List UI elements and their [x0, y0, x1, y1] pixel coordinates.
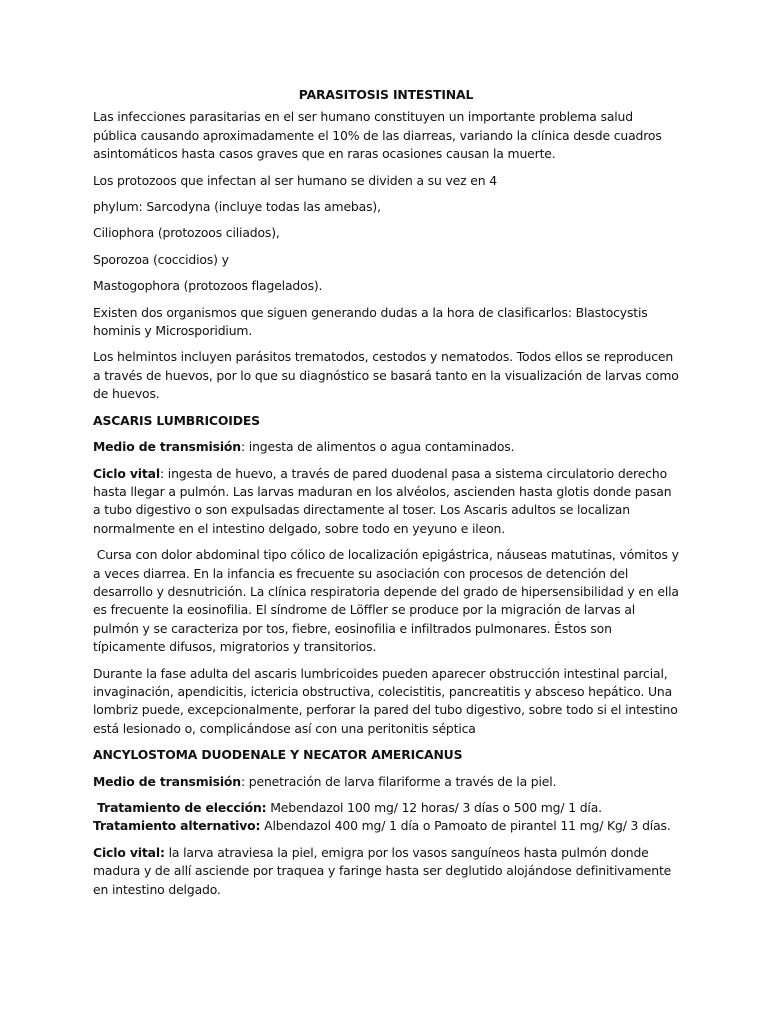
ascaris-ciclo-text: : ingesta de huevo, a través de pared duodenal pasa a sistema circulatorio derecho hasta llegar a pulmón. Las larvas maduran en los alvéolos, ascienden hasta glotis donde pasan a tubo digestivo o son expulsadas directamente al toser. Los Ascaris adultos se localizan normalmente en el intestino delgado, sobre todo en yeyuno e ileon.	[93, 465, 672, 536]
dudas-paragraph: Existen dos organismos que siguen generando dudas a la hora de clasificarlos: Blastocystis hominis y Microsporidium.	[93, 304, 648, 339]
phylum-sarcodyna: phylum: Sarcodyna (incluye todas las amebas),	[93, 199, 381, 215]
ancylostoma-alternativo-label: Tratamiento alternativo:	[93, 818, 261, 834]
ancylostoma-ciclo-paragraph	[93, 844, 679, 899]
ascaris-ciclo-label: Ciclo vital	[93, 465, 160, 481]
ancylostoma-tratamiento-label: Tratamiento de elección:	[93, 800, 267, 815]
ascaris-transmision-paragraph	[93, 438, 679, 456]
helmintos-paragraph: Los helmintos incluyen parásitos trematodos, cestodos y nematodos. Todos ellos se reproducen a través de huevos, por lo que su diagnóstico se basará tanto en la visualización de larvas como de huevos.	[93, 349, 679, 402]
document-title: PARASITOSIS INTESTINAL	[298, 87, 474, 102]
ancylostoma-transmision-paragraph	[93, 773, 679, 791]
ascaris-clinica-paragraph: Cursa con dolor abdominal tipo cólico de localización epigástrica, náuseas matutinas, vómitos y a veces diarrea. En la infancia es frecuente su asociación con procesos de detención del desarrollo y desnutrición. La clínica respiratoria depende del grado de hipersensibilidad y en ella es frecuente la eosinofilia. El síndrome de Löffler se produce por la migración de larvas al pulmón y se caracteriza por tos, fiebre, eosinofilia e infiltrados pulmonares. Éstos son típicamente difusos, migratorios y transitorios.	[93, 547, 683, 655]
ascaris-fase-adulta-paragraph: Durante la fase adulta del ascaris lumbricoides pueden aparecer obstrucción intestinal parcial, invaginación, apendicitis, ictericia obstructiva, colecistitis, pancreatitis y absceso hepático. Una lombriz puede, excepcionalmente, perforar la pared del tubo digestivo, sobre todo si el intestino está lesionado o, complicándose así con una peritonitis séptica	[93, 665, 678, 736]
ascaris-transmision-text: : ingesta de alimentos o agua contaminados.	[240, 439, 515, 455]
ascaris-heading: ASCARIS LUMBRICOIDES	[93, 412, 260, 428]
ascaris-ciclo-paragraph	[93, 465, 679, 539]
document-body	[93, 86, 683, 907]
ancylostoma-tratamiento-paragraph	[93, 799, 679, 836]
phylum-ciliophora: Ciliophora (protozoos ciliados),	[93, 225, 280, 241]
phylum-sporozoa: Sporozoa (coccidios) y	[93, 251, 229, 267]
ancylostoma-transmision-text: : penetración de larva filariforme a través de la piel.	[240, 773, 557, 789]
ancylostoma-tratamiento-text: Mebendazol 100 mg/ 12 horas/ 3 días o 500 mg/ 1 día.	[266, 800, 606, 815]
ancylostoma-ciclo-text: la larva atraviesa la piel, emigra por los vasos sanguíneos hasta pulmón donde madura y de allí asciende por traquea y faringe hasta ser deglutido alojándose definitivamente en intestino delgado.	[93, 844, 672, 897]
intro-paragraph: Las infecciones parasitarias en el ser humano constituyen un importante problema salud pública causando aproximadamente el 10% de las diarreas, variando la clínica desde cuadros asintomáticos hasta casos graves que en raras ocasiones causan la muerte.	[93, 109, 662, 162]
phylum-mastogophora: Mastogophora (protozoos flagelados).	[93, 278, 323, 294]
protozoos-paragraph: Los protozoos que infectan al ser humano se dividen a su vez en 4	[93, 172, 497, 188]
ancylostoma-ciclo-label: Ciclo vital:	[93, 844, 165, 860]
ascaris-transmision-label: Medio de transmisión	[93, 439, 241, 455]
ancylostoma-alternativo-text: Albendazol 400 mg/ 1 día o Pamoato de pirantel 11 mg/ Kg/ 3 días.	[260, 818, 671, 834]
ancylostoma-transmision-label: Medio de transmisión	[93, 773, 241, 789]
ancylostoma-heading: ANCYLOSTOMA DUODENALE Y NECATOR AMERICANUS	[93, 747, 463, 763]
